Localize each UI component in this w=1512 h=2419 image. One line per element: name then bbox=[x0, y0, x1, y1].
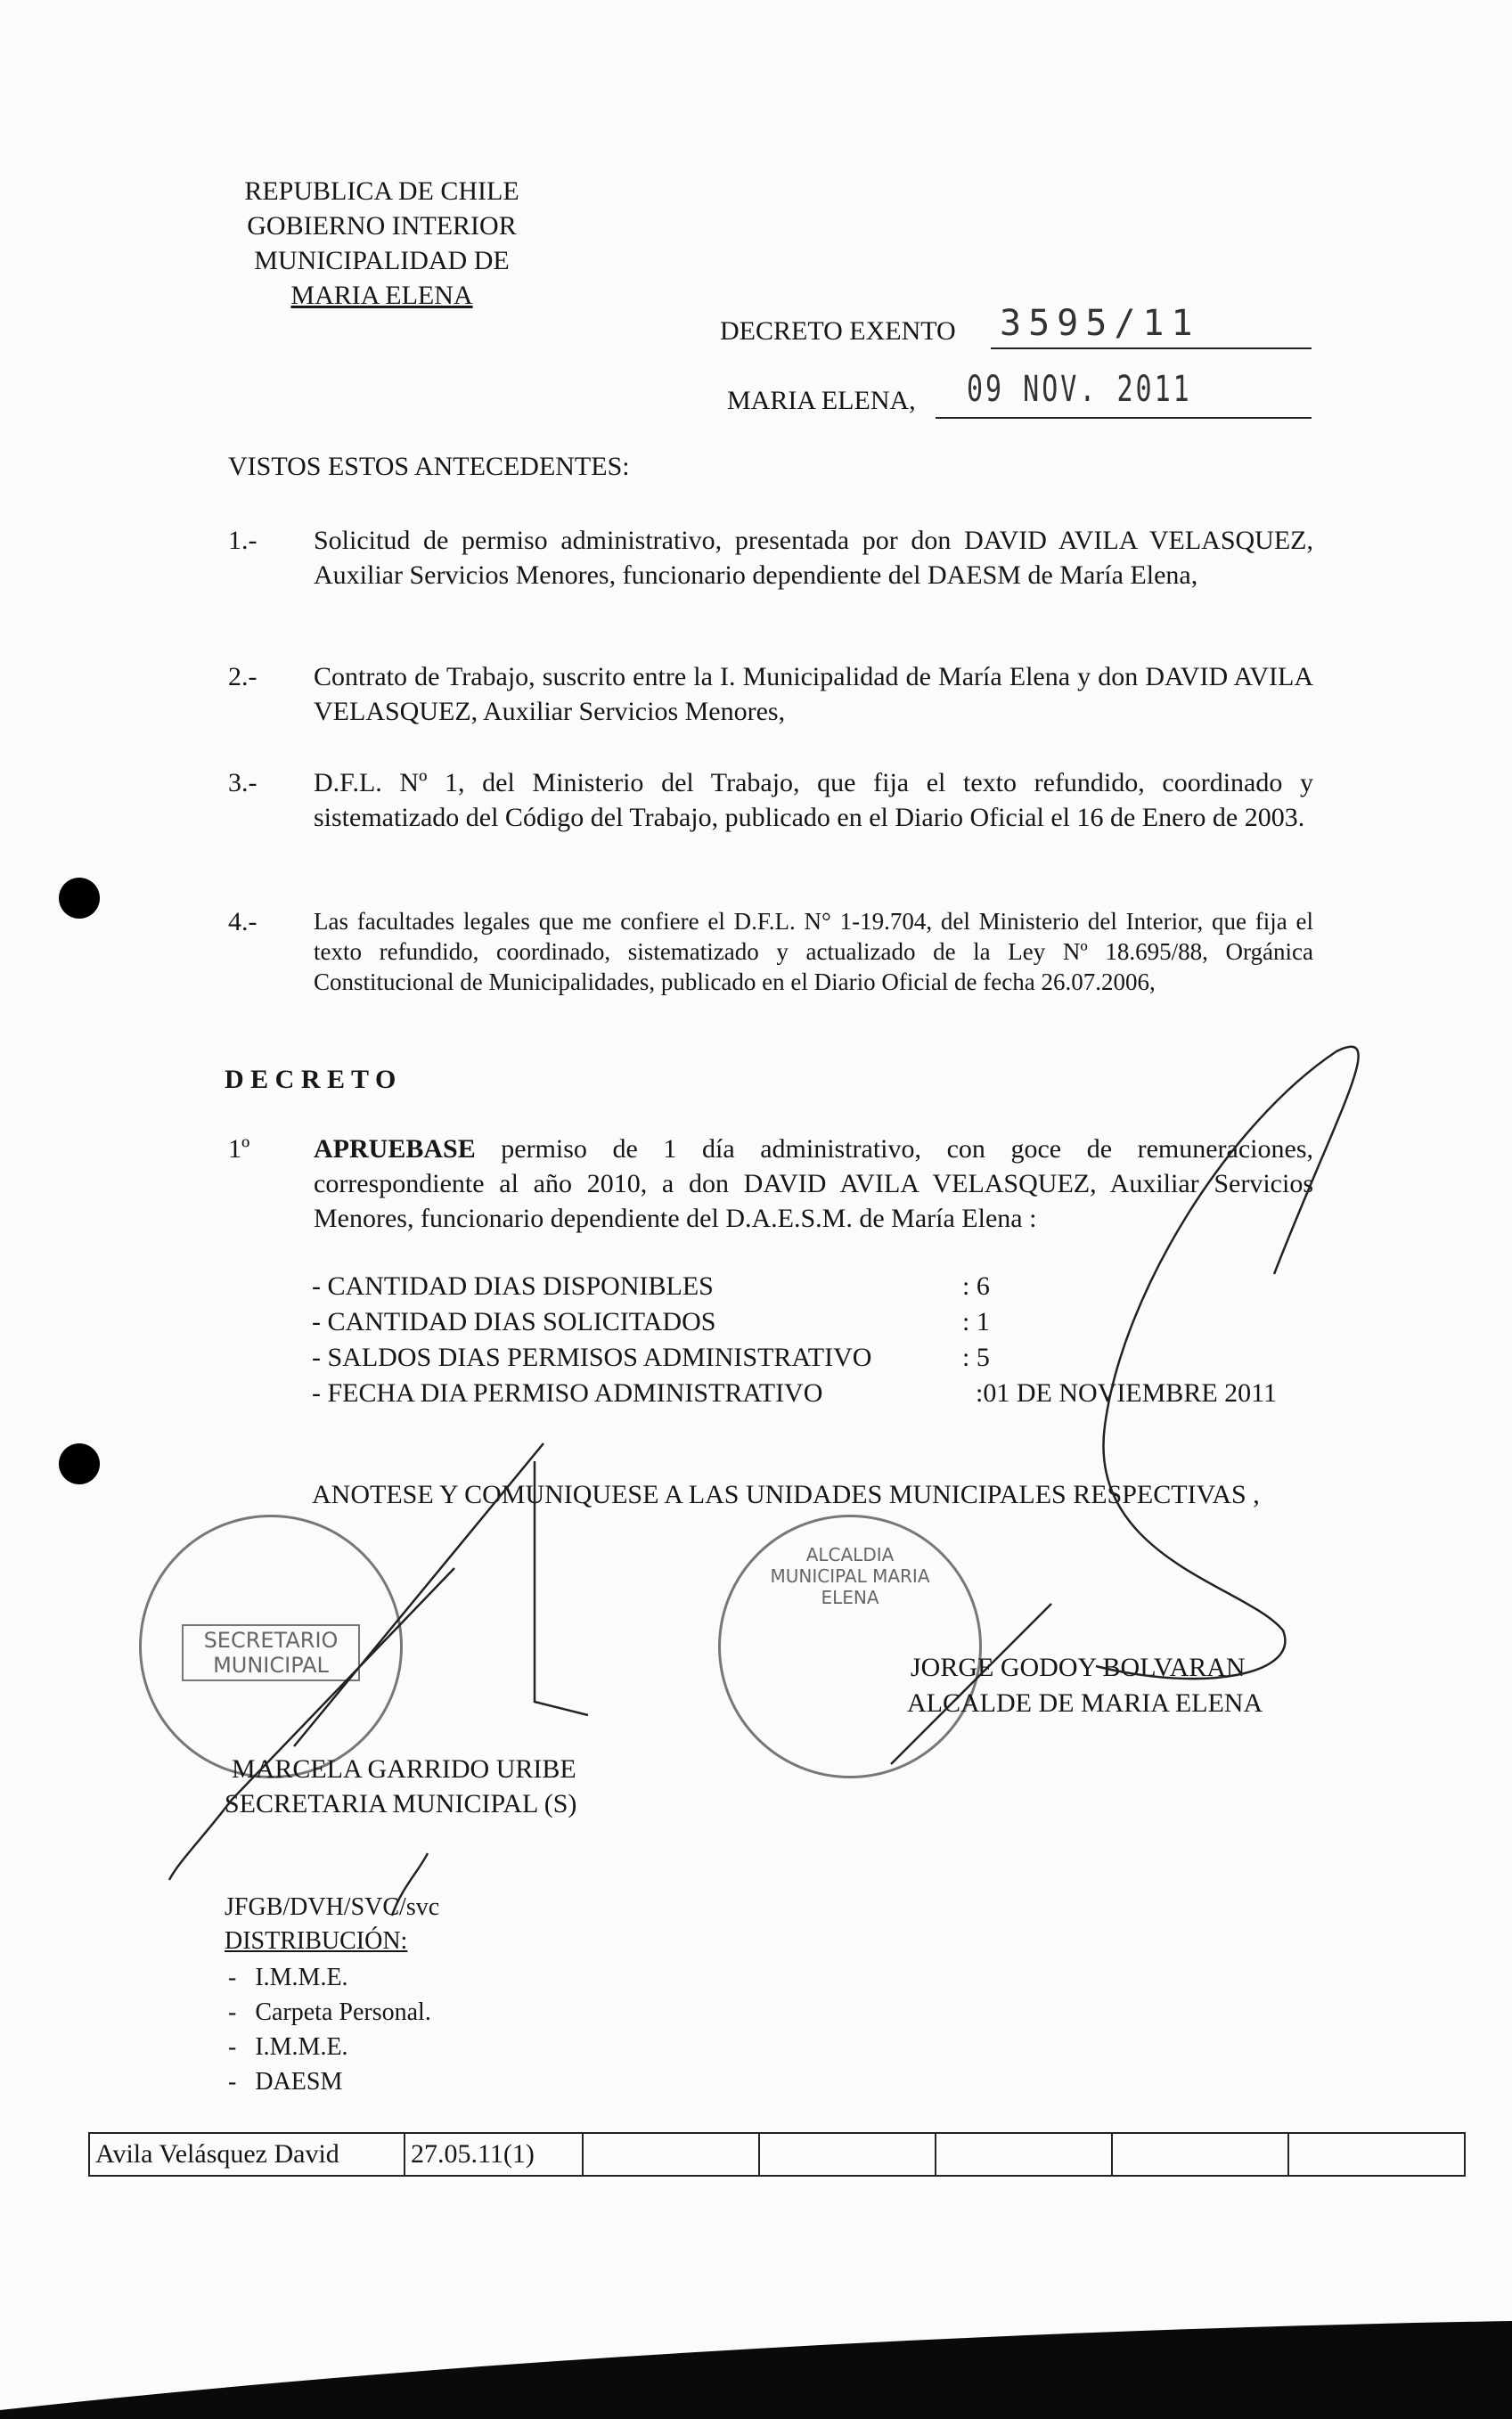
vistos-item: Las facultades legales que me confiere el D.F.L. N° 1-19.704, del Ministerio del Interior, que fija el texto refundido, coordinado, sistematizado y actualizado de la Ley Nº 18.695/88, Orgánica Constitucional de Municipalidades, publicado en el Diario Oficial de fecha 26.07.2006, bbox=[314, 908, 1313, 995]
table-cell bbox=[759, 2133, 936, 2176]
item-number: 4.- bbox=[228, 907, 257, 936]
decreto-title: D E C R E T O bbox=[225, 1065, 396, 1094]
distribution-item: - DAESM bbox=[228, 2068, 343, 2096]
table-cell bbox=[936, 2133, 1112, 2176]
distribution-title: DISTRIBUCIÓN: bbox=[225, 1927, 408, 1955]
distribution-item-text: I.M.M.E. bbox=[255, 2033, 348, 2061]
secretary-title: SECRETARIA MUNICIPAL (S) bbox=[225, 1789, 577, 1818]
article-verb: APRUEBASE bbox=[314, 1134, 476, 1164]
punch-hole bbox=[59, 878, 100, 919]
decree-number: 3595/11 bbox=[1000, 303, 1200, 344]
detail-label: - FECHA DIA PERMISO ADMINISTRATIVO bbox=[312, 1378, 823, 1408]
footer-table bbox=[88, 2132, 1466, 2177]
detail-value: : 5 bbox=[962, 1343, 990, 1372]
detail-value: :01 DE NOVIEMBRE 2011 bbox=[976, 1378, 1278, 1408]
seal-text: ALCALDIA MUNICIPAL MARIA ELENA bbox=[770, 1544, 930, 1608]
table-cell bbox=[1112, 2133, 1288, 2176]
distribution-item-text: I.M.M.E. bbox=[255, 1964, 348, 1991]
article-number: 1º bbox=[228, 1134, 250, 1164]
distribution-item: - I.M.M.E. bbox=[228, 1964, 348, 1991]
distribution-list bbox=[228, 1960, 431, 2099]
initials: JFGB/DVH/SVC/svc bbox=[225, 1893, 440, 1921]
decree-date: 09 NOV. 2011 bbox=[967, 369, 1192, 410]
secretary-name: MARCELA GARRIDO URIBE bbox=[232, 1754, 576, 1784]
detail-value: : 1 bbox=[962, 1307, 990, 1336]
table-cell: Avila Velásquez David bbox=[89, 2133, 405, 2176]
vistos-item: Solicitud de permiso administrativo, presentada por don DAVID AVILA VELASQUEZ, Auxiliar Servicios Menores, funcionario dependiente del DAESM de María Elena, bbox=[314, 526, 1313, 590]
header-line: MARIA ELENA bbox=[290, 281, 473, 310]
table-row bbox=[89, 2133, 1465, 2176]
distribution-item: - I.M.M.E. bbox=[228, 2033, 348, 2061]
item-number: 3.- bbox=[228, 768, 257, 797]
detail-label: - SALDOS DIAS PERMISOS ADMINISTRATIVO bbox=[312, 1343, 872, 1372]
vistos-title: VISTOS ESTOS ANTECEDENTES: bbox=[228, 452, 630, 481]
item-number: 1.- bbox=[228, 526, 257, 555]
header-line: REPUBLICA DE CHILE bbox=[244, 176, 519, 206]
punch-hole bbox=[59, 1443, 100, 1484]
header-line: MUNICIPALIDAD DE bbox=[254, 246, 510, 275]
mayor-title: ALCALDE DE MARIA ELENA bbox=[907, 1688, 1263, 1718]
article-body: permiso de 1 día administrativo, con goce de remuneraciones, correspondiente al año 2010, a don DAVID AVILA VELASQUEZ, Auxiliar Servicios Menores, funcionario dependiente del D.A.E.S.M. de María Elena : bbox=[314, 1134, 1313, 1233]
detail-value: : 6 bbox=[962, 1271, 990, 1301]
detail-label: - CANTIDAD DIAS DISPONIBLES bbox=[312, 1271, 714, 1301]
vistos-item: D.F.L. Nº 1, del Ministerio del Trabajo, que fija el texto refundido, coordinado y sistematizado del Código del Trabajo, publicado en el Diario Oficial el 16 de Enero de 2003. bbox=[314, 768, 1313, 832]
table-cell bbox=[583, 2133, 759, 2176]
distribution-item: - Carpeta Personal. bbox=[228, 1998, 431, 2026]
scan-edge-shadow bbox=[0, 2299, 1512, 2419]
distribution-item-text: DAESM bbox=[255, 2068, 343, 2096]
distribution-item-text: Carpeta Personal. bbox=[255, 1998, 431, 2026]
table-cell bbox=[1288, 2133, 1465, 2176]
closing-text: ANOTESE Y COMUNIQUESE A LAS UNIDADES MUNICIPALES RESPECTIVAS , bbox=[312, 1480, 1260, 1509]
decree-label: DECRETO EXENTO bbox=[720, 316, 956, 346]
table-cell: 27.05.11(1) bbox=[405, 2133, 583, 2176]
header-line: GOBIERNO INTERIOR bbox=[247, 211, 517, 241]
mayor-name: JORGE GODOY BOLVARAN bbox=[911, 1653, 1246, 1682]
item-number: 2.- bbox=[228, 662, 257, 691]
seal-text: SECRETARIO MUNICIPAL bbox=[182, 1624, 360, 1681]
vistos-item: Contrato de Trabajo, suscrito entre la I. Municipalidad de María Elena y don DAVID AVILA VELASQUEZ, Auxiliar Servicios Menores, bbox=[314, 662, 1313, 726]
detail-label: - CANTIDAD DIAS SOLICITADOS bbox=[312, 1307, 716, 1336]
place-label: MARIA ELENA, bbox=[727, 386, 916, 415]
